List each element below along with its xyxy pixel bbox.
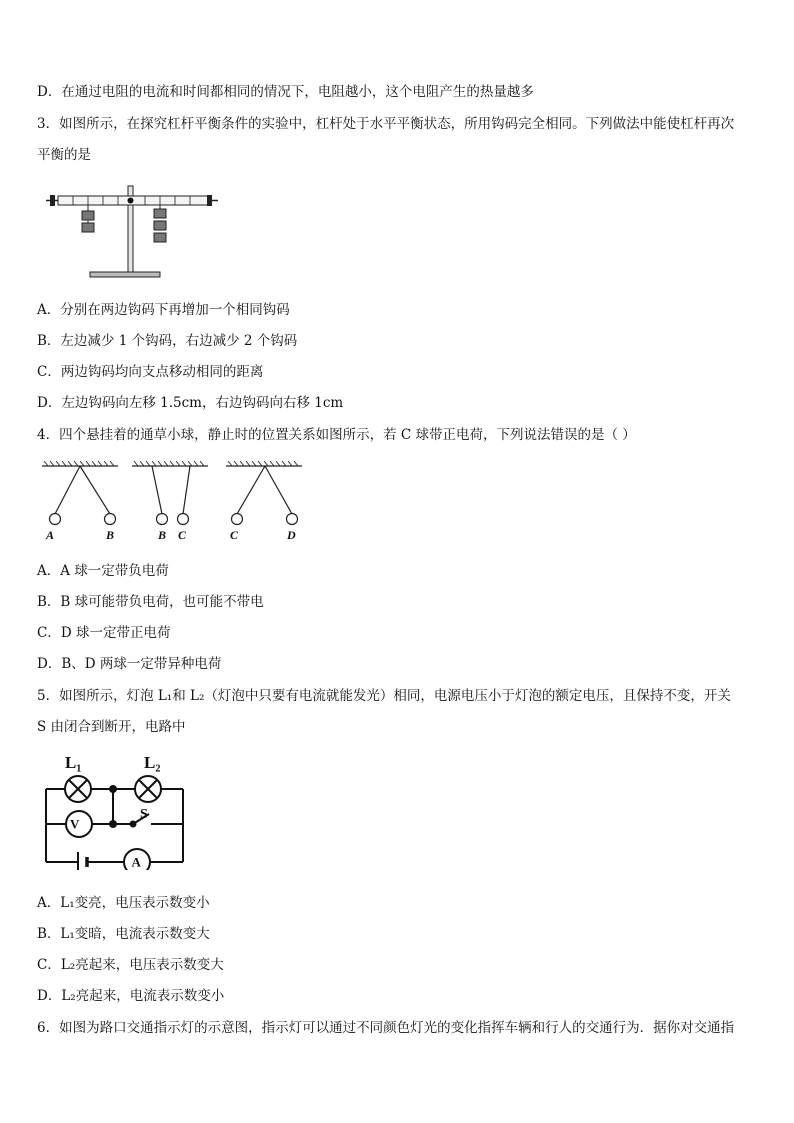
ball-a xyxy=(50,514,61,525)
left-weight-2 xyxy=(82,223,94,232)
ball-b-2 xyxy=(157,514,168,525)
thread-c-1 xyxy=(183,466,190,514)
q5-option-b: B．L₁变暗，电流表示数变大 xyxy=(37,926,210,942)
left-weight-1 xyxy=(82,211,94,220)
q3-option-c: C．两边钩码均向支点移动相同的距离 xyxy=(37,364,264,380)
ball-c-1 xyxy=(178,514,189,525)
voltmeter-label: V xyxy=(70,816,80,832)
q6-stem-line1: 6．如图为路口交通指示灯的示意图，指示灯可以通过不同颜色灯光的变化指挥车辆和行人的交通行为．据你对交通指 xyxy=(37,1020,735,1036)
switch-label: S xyxy=(140,807,148,822)
junction-mid xyxy=(109,820,117,828)
q2-option-d: D．在通过电阻的电流和时间都相同的情况下，电阻越小，这个电阻产生的热量越多 xyxy=(37,84,534,100)
lamp-l1-label: L₁ xyxy=(65,753,82,772)
ball-label-b-2: B xyxy=(158,528,167,542)
q4-option-d: D．B、D 两球一定带异种电荷 xyxy=(37,656,222,672)
thread-c-2 xyxy=(237,466,265,514)
q3-stem-line2: 平衡的是 xyxy=(37,147,91,163)
q5-stem-line2: S 由闭合到断开，电路中 xyxy=(37,719,186,735)
thread-d xyxy=(265,466,292,514)
q5-stem-line1: 5．如图所示，灯泡 L₁和 L₂（灯泡中只要有电流就能发光）相同，电源电压小于灯泡的额定电压，且保持不变，开关 xyxy=(37,688,731,704)
right-weight-2 xyxy=(154,221,166,230)
lamp-l1 xyxy=(65,776,91,802)
q3-stem-line1: 3．如图所示，在探究杠杆平衡条件的实验中，杠杆处于水平平衡状态，所用钩码完全相同。下列做法中能使杠杆再次 xyxy=(37,116,735,132)
q4-option-a: A．A 球一定带负电荷 xyxy=(37,563,169,579)
ball-b-1 xyxy=(105,514,116,525)
q4-option-b: B．B 球可能带负电荷，也可能不带电 xyxy=(37,594,264,610)
q3-option-b: B．左边减少 1 个钩码，右边减少 2 个钩码 xyxy=(37,333,298,349)
junction-top xyxy=(109,785,117,793)
thread-b-1 xyxy=(80,466,110,514)
switch-contact xyxy=(130,821,137,828)
ball-label-c-2: C xyxy=(230,528,239,542)
right-weight-3 xyxy=(154,233,166,242)
lever-pivot xyxy=(128,198,134,204)
ammeter-label: A xyxy=(131,854,141,870)
q4-option-c: C．D 球一定带正电荷 xyxy=(37,625,171,641)
q5-option-a: A．L₁变亮，电压表示数变小 xyxy=(37,895,210,911)
q5-option-c: C．L₂亮起来，电压表示数变大 xyxy=(37,957,224,973)
hanging-balls-figure xyxy=(38,458,308,546)
ball-d xyxy=(287,514,298,525)
left-balance-nut xyxy=(50,195,55,206)
thread-a xyxy=(55,466,80,514)
circuit-figure xyxy=(40,748,190,870)
lamp-l2 xyxy=(135,776,161,802)
q5-option-d: D．L₂亮起来，电流表示数变小 xyxy=(37,988,225,1004)
thread-b-2 xyxy=(152,466,162,514)
ball-label-d: D xyxy=(287,528,296,542)
q3-option-d: D．左边钩码向左移 1.5cm，右边钩码向右移 1cm xyxy=(37,395,344,411)
ball-label-c-1: C xyxy=(178,528,187,542)
right-weight-1 xyxy=(154,209,166,218)
lamp-l2-label: L₂ xyxy=(144,753,161,772)
ball-c-2 xyxy=(232,514,243,525)
lever-balance-figure xyxy=(40,180,225,280)
ball-label-a: A xyxy=(46,528,55,542)
q4-stem: 4．四个悬挂着的通草小球，静止时的位置关系如图所示，若 C 球带正电荷，下列说法错误的是（ ） xyxy=(37,427,636,443)
right-balance-nut xyxy=(207,195,212,206)
lever-base xyxy=(90,272,160,277)
q3-option-a: A．分别在两边钩码下再增加一个相同钩码 xyxy=(37,302,290,318)
ball-label-b-1: B xyxy=(106,528,115,542)
